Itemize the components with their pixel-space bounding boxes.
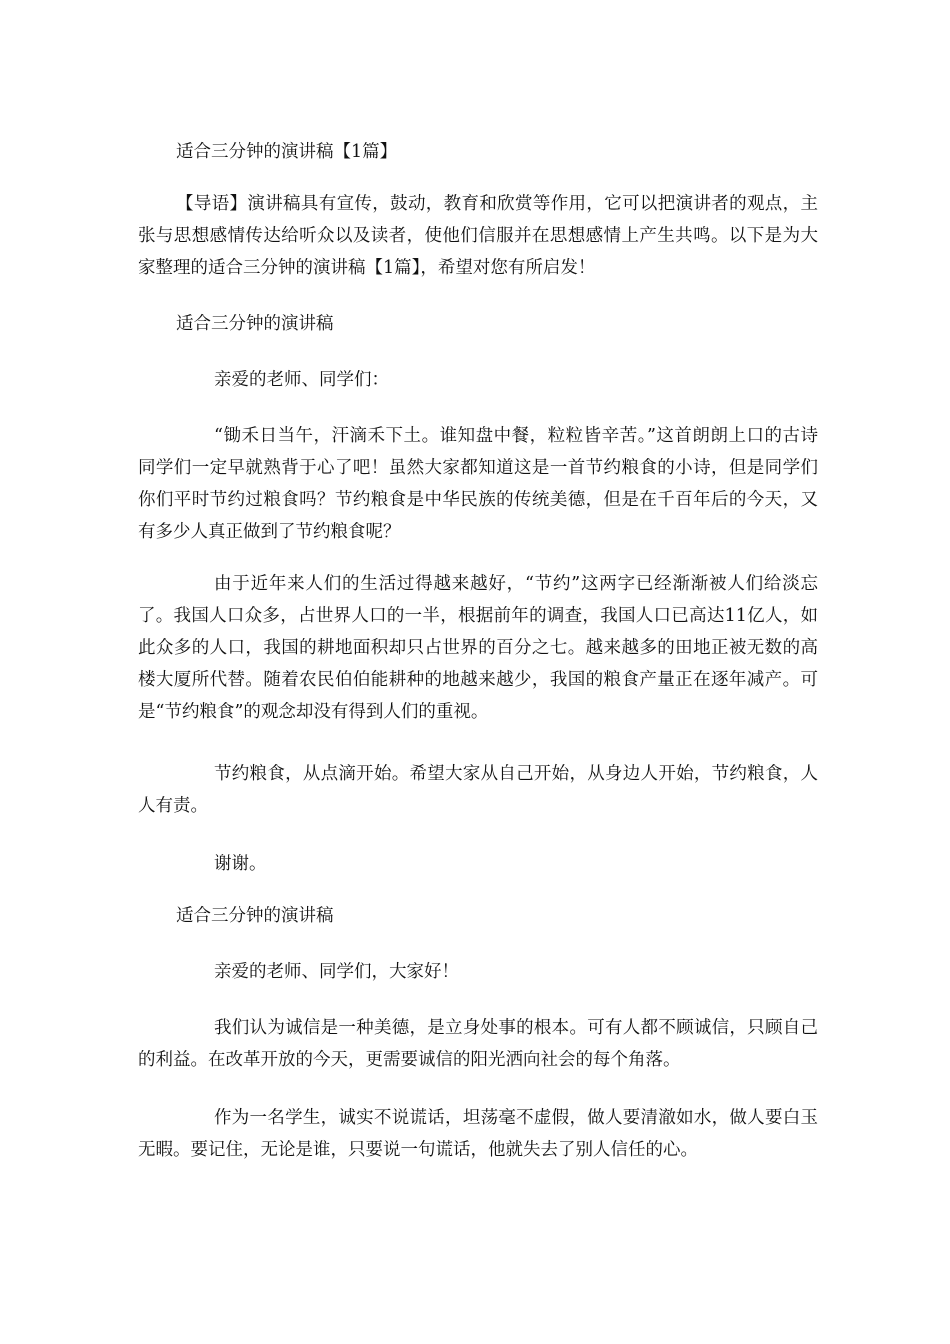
- speech1-greeting: 亲爱的老师、同学们：: [214, 370, 389, 390]
- speech1-closing: 谢谢。: [214, 854, 267, 874]
- speech2-greeting: 亲爱的老师、同学们，大家好！: [214, 962, 459, 982]
- speech1-paragraph: 由于近年来人们的生活过得越来越好，“节约”这两字已经渐渐被人们给淡忘了。我国人口众多，占世界人口的一半，根据前年的调查，我国人口已高达11亿人，如此众多的人口，我国的耕地面积却只占世界的百分之七。越来越多的田地正被无数的高楼大厦所代替。随着农民伯伯能耕种的地越来越少，我国的粮食产量正在逐年减产。可是“节约粮食”的观念却没有得到人们的重视。: [138, 574, 818, 722]
- speech2-paragraph: 作为一名学生，诚实不说谎话，坦荡毫不虚假，做人要清澈如水，做人要白玉无暇。要记住，无论是谁，只要说一句谎话，他就失去了别人信任的心。: [138, 1108, 818, 1160]
- speech2-paragraph: 我们认为诚信是一种美德，是立身处事的根本。可有人都不顾诚信，只顾自己的利益。在改革开放的今天，更需要诚信的阳光洒向社会的每个角落。: [138, 1018, 818, 1070]
- speech1-paragraph: 节约粮食，从点滴开始。希望大家从自己开始，从身边人开始，节约粮食，人人有责。: [138, 764, 818, 816]
- speech2-heading: 适合三分钟的演讲稿: [176, 906, 334, 926]
- intro-paragraph: 【导语】演讲稿具有宣传，鼓动，教育和欣赏等作用，它可以把演讲者的观点，主张与思想感情传达给听众以及读者，使他们信服并在思想感情上产生共鸣。以下是为大家整理的适合三分钟的演讲稿【1篇】，希望对您有所启发！: [138, 194, 818, 278]
- speech1-paragraph: “锄禾日当午，汗滴禾下土。谁知盘中餐，粒粒皆辛苦。”这首朗朗上口的古诗同学们一定早就熟背于心了吧！虽然大家都知道这是一首节约粮食的小诗，但是同学们你们平时节约过粮食吗？节约粮食是中华民族的传统美德，但是在千百年后的今天，又有多少人真正做到了节约粮食呢？: [138, 426, 818, 542]
- speech1-heading: 适合三分钟的演讲稿: [176, 314, 334, 334]
- document-title: 适合三分钟的演讲稿【1篇】: [176, 142, 398, 162]
